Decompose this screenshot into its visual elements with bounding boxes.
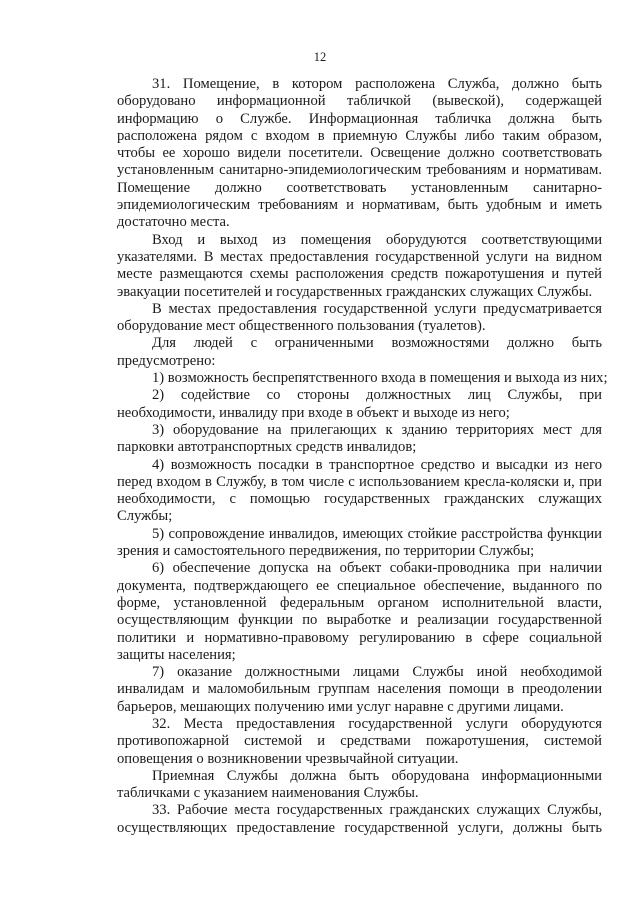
text-line: осуществляющим функции по выработке и реализации государственной bbox=[117, 612, 602, 629]
text-line: форме, установленной федеральным органом исполнительной власти, bbox=[117, 594, 602, 611]
text-line: зрения и самостоятельного передвижения, по территории Службы; bbox=[117, 543, 535, 560]
text-line: 1) возможность беспрепятственного входа в помещения и выхода из них; bbox=[152, 370, 608, 387]
text-line: установленным санитарно-эпидемиологическим требованиям и нормативам. bbox=[117, 162, 602, 179]
text-line: эвакуации посетителей и государственных гражданских служащих Службы. bbox=[117, 283, 593, 300]
text-line: информацию о Службе. Информационная табличка должна быть bbox=[117, 110, 602, 127]
text-line: Помещение должно соответствовать установленным санитарно- bbox=[117, 179, 602, 196]
text-line: инвалидам и маломобильным группам населения помощи в преодолении bbox=[117, 681, 602, 698]
text-line: 4) возможность посадки в транспортное средство и высадки из него bbox=[152, 456, 602, 473]
text-line: оповещения о возникновении чрезвычайной ситуации. bbox=[117, 750, 459, 767]
text-line: 32. Места предоставления государственной услуги оборудуются bbox=[152, 715, 602, 732]
text-line: эпидемиологическим требованиям и нормативам, быть удобным и иметь bbox=[117, 197, 602, 214]
text-line: Службы; bbox=[117, 508, 173, 525]
text-line: 7) оказание должностными лицами Службы иной необходимой bbox=[152, 664, 602, 681]
text-line: перед входом в Службу, в том числе с использованием кресла-коляски и, при bbox=[117, 473, 602, 490]
text-line: 31. Помещение, в котором расположена Служба, должно быть bbox=[152, 76, 602, 92]
text-line: необходимости, с помощью государственных гражданских служащих bbox=[117, 491, 602, 508]
text-line: 6) обеспечение допуска на объект собаки-проводника при наличии bbox=[152, 560, 602, 577]
text-line: оборудование мест общественного пользования (туалетов). bbox=[117, 318, 486, 335]
text-line: 2) содействие со стороны должностных лиц Службы, при bbox=[152, 387, 602, 404]
text-line: указателями. В местах предоставления государственной услуги на видном bbox=[117, 248, 602, 265]
text-line: политики и нормативно-правовому регулированию в сфере социальной bbox=[117, 629, 602, 646]
text-line: табличками с указанием наименования Службы. bbox=[117, 785, 419, 802]
text-line: В местах предоставления государственной услуги предусматривается bbox=[152, 300, 602, 317]
text-line: достаточно места. bbox=[117, 214, 230, 231]
text-line: месте размещаются схемы расположения средств пожаротушения и путей bbox=[117, 266, 602, 283]
text-line: парковки автотранспортных средств инвалидов; bbox=[117, 439, 417, 456]
text-line: расположена рядом с входом в приемную Службы либо таким образом, bbox=[117, 127, 602, 144]
page-number: 12 bbox=[313, 50, 327, 64]
text-line: необходимости, инвалиду при входе в объект и выходе из него; bbox=[117, 404, 510, 421]
text-line: документа, подтверждающего ее специальное обеспечение, выданного по bbox=[117, 577, 602, 594]
text-line: оборудовано информационной табличкой (вывеской), содержащей bbox=[117, 93, 602, 110]
text-line: 5) сопровождение инвалидов, имеющих стойкие расстройства функции bbox=[152, 525, 602, 542]
text-line: барьеров, мешающих получению ими услуг наравне с другими лицами. bbox=[117, 698, 564, 715]
text-line: чтобы ее хорошо видели посетители. Освещение должно соответствовать bbox=[117, 145, 602, 162]
text-line: 3) оборудование на прилегающих к зданию территориях мест для bbox=[152, 421, 602, 438]
text-line: Для людей с ограниченными возможностями должно быть bbox=[152, 335, 602, 352]
text-line: 33. Рабочие места государственных гражданских служащих Службы, bbox=[152, 802, 602, 819]
document-body bbox=[117, 76, 608, 837]
text-line: предусмотрено: bbox=[117, 352, 216, 369]
text-line: защиты населения; bbox=[117, 646, 236, 663]
text-line: противопожарной системой и средствами пожаротушения, системой bbox=[117, 733, 602, 750]
text-line: осуществляющих предоставление государственной услуги, должны быть bbox=[117, 819, 602, 836]
text-line: Приемная Службы должна быть оборудована информационными bbox=[152, 767, 602, 784]
text-line: Вход и выход из помещения оборудуются соответствующими bbox=[152, 231, 602, 248]
